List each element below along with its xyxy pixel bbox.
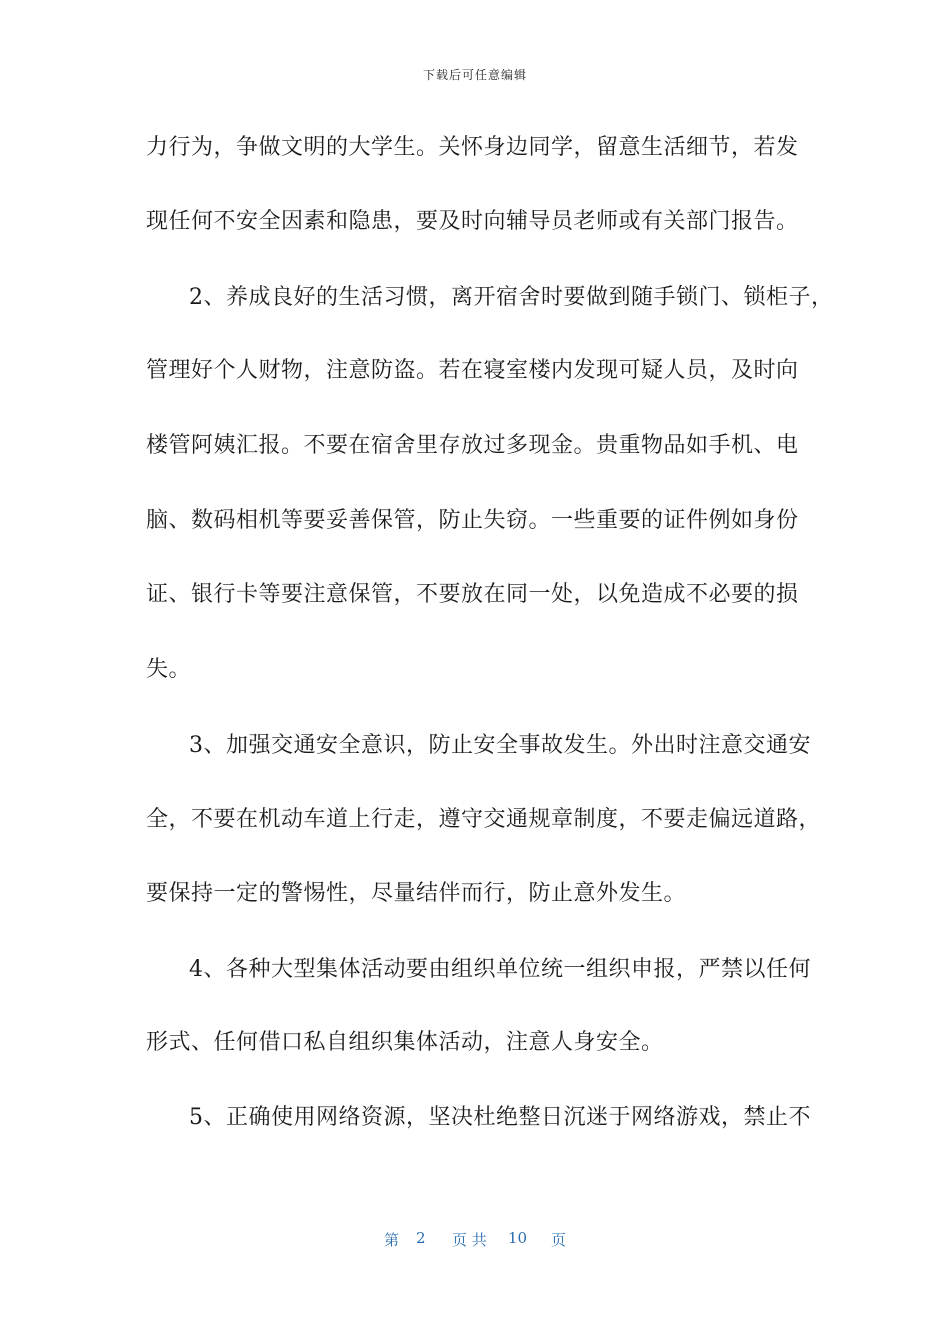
line-text: 现任何不安全因素和隐患，要及时向辅导员老师或有关部门报告。 [146, 209, 799, 234]
line-text: 管理好个人财物，注意防盗。若在寝室楼内发现可疑人员，及时向 [146, 358, 799, 383]
line-text: 4、各种大型集体活动要由组织单位统一组织申报，严禁以任何 [189, 957, 811, 982]
line-text: 形式、任何借口私自组织集体活动，注意人身安全。 [146, 1030, 664, 1055]
line-text: 3、加强交通安全意识，防止安全事故发生。外出时注意交通安 [189, 733, 811, 758]
footer-page-number: 2 [416, 1229, 426, 1247]
footer-page-suffix: 页 [551, 1231, 567, 1249]
header-note: 下载后可任意编辑 [422, 68, 527, 82]
footer-page-prefix: 第 [384, 1231, 400, 1249]
line-text: 2、养成良好的生活习惯，离开宿舍时要做到随手锁门、锁柜子， [189, 285, 834, 310]
footer-total-pages: 10 [508, 1229, 528, 1247]
footer-page-middle: 页 共 [452, 1231, 487, 1249]
line-text: 5、正确使用网络资源，坚决杜绝整日沉迷于网络游戏，禁止不 [189, 1105, 811, 1130]
line-text: 脑、数码相机等要妥善保管，防止失窃。一些重要的证件例如身份 [146, 508, 799, 533]
line-text: 失。 [146, 657, 192, 682]
line-text: 楼管阿姨汇报。不要在宿舍里存放过多现金。贵重物品如手机、电 [146, 433, 799, 458]
line-text: 证、银行卡等要注意保管，不要放在同一处，以免造成不必要的损 [146, 582, 799, 607]
line-text: 全，不要在机动车道上行走，遵守交通规章制度，不要走偏远道路， [146, 807, 822, 832]
line-text: 力行为，争做文明的大学生。关怀身边同学，留意生活细节，若发 [146, 135, 799, 160]
line-text: 要保持一定的警惕性，尽量结伴而行，防止意外发生。 [146, 881, 687, 906]
